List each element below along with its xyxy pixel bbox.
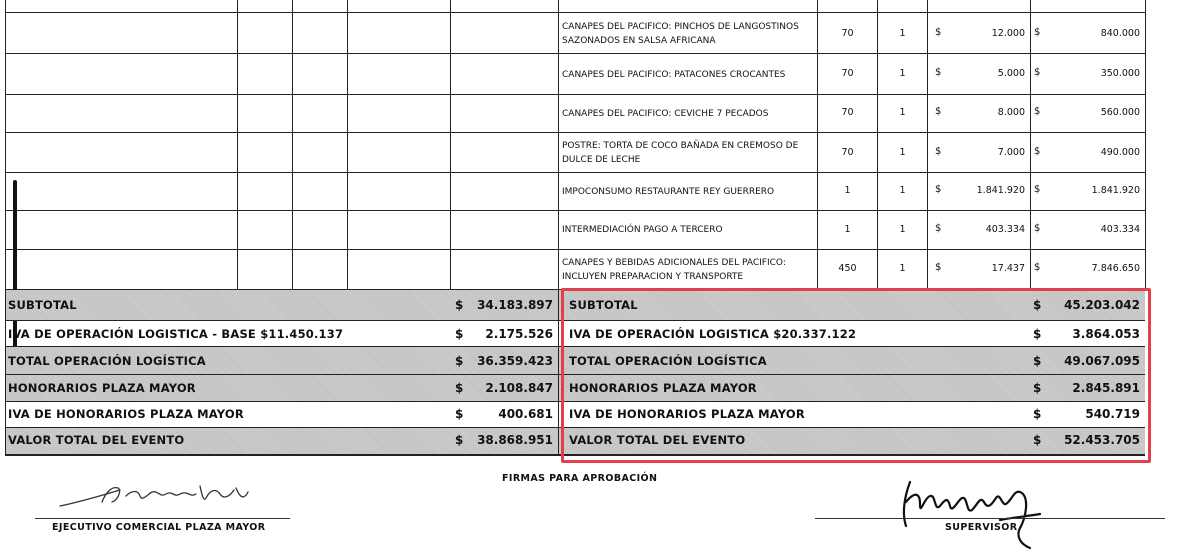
summary-value: 3.864.053 xyxy=(1072,327,1140,341)
summary-label: SUBTOTAL xyxy=(569,298,638,312)
currency-sign: $ xyxy=(1033,298,1042,312)
currency-sign: $ xyxy=(455,407,464,421)
right-signer-label: SUPERVISOR xyxy=(945,522,1018,533)
item-total: 1.841.920 xyxy=(1091,185,1140,196)
currency-sign: $ xyxy=(1033,407,1042,421)
currency-sign: $ xyxy=(1033,381,1042,395)
item-total: 403.334 xyxy=(1100,224,1140,235)
summary-value: 2.845.891 xyxy=(1072,381,1140,395)
summary-value: 49.067.095 xyxy=(1064,354,1140,368)
item-units: 1 xyxy=(899,147,906,158)
item-units: 1 xyxy=(899,224,906,235)
summary-label: VALOR TOTAL DEL EVENTO xyxy=(569,433,746,447)
currency-sign: $ xyxy=(1034,67,1041,78)
item-description: CANAPES DEL PACIFICO: PINCHOS DE LANGOSTINOS SAZONADOS EN SALSA AFRICANA xyxy=(562,21,799,46)
item-units: 1 xyxy=(899,263,906,274)
item-description: CANAPES DEL PACIFICO: PATACONES CROCANTES xyxy=(562,69,786,80)
currency-sign: $ xyxy=(935,223,942,234)
summary-label: HONORARIOS PLAZA MAYOR xyxy=(569,381,757,395)
item-quantity: 70 xyxy=(841,147,854,158)
currency-sign: $ xyxy=(1033,327,1042,341)
summary-label: TOTAL OPERACIÓN LOGÍSTICA xyxy=(8,354,206,368)
item-units: 1 xyxy=(899,28,906,39)
summary-label: VALOR TOTAL DEL EVENTO xyxy=(8,433,185,447)
item-unit-price: 403.334 xyxy=(985,224,1025,235)
currency-sign: $ xyxy=(1034,262,1041,273)
summary-label: HONORARIOS PLAZA MAYOR xyxy=(8,381,196,395)
currency-sign: $ xyxy=(935,262,942,273)
pen-mark xyxy=(13,180,17,370)
item-quantity: 450 xyxy=(838,263,857,274)
summary-value: 34.183.897 xyxy=(477,298,553,312)
summary-label: IVA DE HONORARIOS PLAZA MAYOR xyxy=(569,407,805,421)
item-quantity: 70 xyxy=(841,107,854,118)
item-unit-price: 7.000 xyxy=(997,147,1025,158)
summary-value: 45.203.042 xyxy=(1064,298,1140,312)
item-quantity: 1 xyxy=(844,185,851,196)
item-description: POSTRE: TORTA DE COCO BAÑADA EN CREMOSO DE DULCE DE LECHE xyxy=(562,141,799,165)
item-units: 1 xyxy=(899,68,906,79)
item-unit-price: 5.000 xyxy=(997,68,1025,79)
right-signature xyxy=(880,462,1060,552)
item-total: 490.000 xyxy=(1100,147,1140,158)
item-unit-price: 17.437 xyxy=(991,263,1025,274)
item-description: CANAPES Y BEBIDAS ADICIONALES DEL PACIFICO: INCLUYEN PREPARACION Y TRANSPORTE xyxy=(562,257,786,282)
currency-sign: $ xyxy=(935,27,942,38)
item-unit-price: 8.000 xyxy=(997,107,1025,118)
highlight-box xyxy=(561,288,1151,463)
currency-sign: $ xyxy=(1033,433,1042,447)
currency-sign: $ xyxy=(935,146,942,157)
item-total: 350.000 xyxy=(1100,68,1140,79)
summary-value: 400.681 xyxy=(498,407,553,421)
summary-value: 2.175.526 xyxy=(485,327,553,341)
left-signature xyxy=(40,472,280,518)
item-description: IMPOCONSUMO RESTAURANTE REY GUERRERO xyxy=(562,186,775,197)
currency-sign: $ xyxy=(455,298,464,312)
summary-value: 2.108.847 xyxy=(485,381,553,395)
currency-sign: $ xyxy=(1034,106,1041,117)
currency-sign: $ xyxy=(1034,223,1041,234)
summary-label: TOTAL OPERACIÓN LOGÍSTICA xyxy=(569,354,767,368)
currency-sign: $ xyxy=(455,381,464,395)
summary-label: IVA DE OPERACIÓN LOGISTICA - BASE $11.450.137 xyxy=(8,327,344,341)
currency-sign: $ xyxy=(1034,184,1041,195)
currency-sign: $ xyxy=(1033,354,1042,368)
summary-value: 540.719 xyxy=(1085,407,1140,421)
left-signer-label: EJECUTIVO COMERCIAL PLAZA MAYOR xyxy=(52,522,266,533)
item-total: 560.000 xyxy=(1100,107,1140,118)
item-units: 1 xyxy=(899,107,906,118)
summary-label: IVA DE OPERACIÓN LOGISTICA $20.337.122 xyxy=(569,327,857,341)
currency-sign: $ xyxy=(1034,146,1041,157)
currency-sign: $ xyxy=(455,433,464,447)
currency-sign: $ xyxy=(935,67,942,78)
item-total: 7.846.650 xyxy=(1091,263,1140,274)
currency-sign: $ xyxy=(935,184,942,195)
item-unit-price: 12.000 xyxy=(991,28,1025,39)
summary-label: IVA DE HONORARIOS PLAZA MAYOR xyxy=(8,407,244,421)
currency-sign: $ xyxy=(455,327,464,341)
item-quantity: 1 xyxy=(844,224,851,235)
summary-value: 36.359.423 xyxy=(477,354,553,368)
item-quantity: 70 xyxy=(841,68,854,79)
summary-value: 52.453.705 xyxy=(1064,433,1140,447)
currency-sign: $ xyxy=(1034,27,1041,38)
approval-heading: FIRMAS PARA APROBACIÓN xyxy=(502,473,658,484)
currency-sign: $ xyxy=(935,106,942,117)
item-unit-price: 1.841.920 xyxy=(976,185,1025,196)
item-units: 1 xyxy=(899,185,906,196)
item-description: INTERMEDIACIÓN PAGO A TERCERO xyxy=(562,225,723,235)
currency-sign: $ xyxy=(455,354,464,368)
summary-value: 38.868.951 xyxy=(477,433,553,447)
item-total: 840.000 xyxy=(1100,28,1140,39)
summary-label: SUBTOTAL xyxy=(8,298,77,312)
item-description: CANAPES DEL PACIFICO: CEVICHE 7 PECADOS xyxy=(562,108,769,119)
item-quantity: 70 xyxy=(841,28,854,39)
